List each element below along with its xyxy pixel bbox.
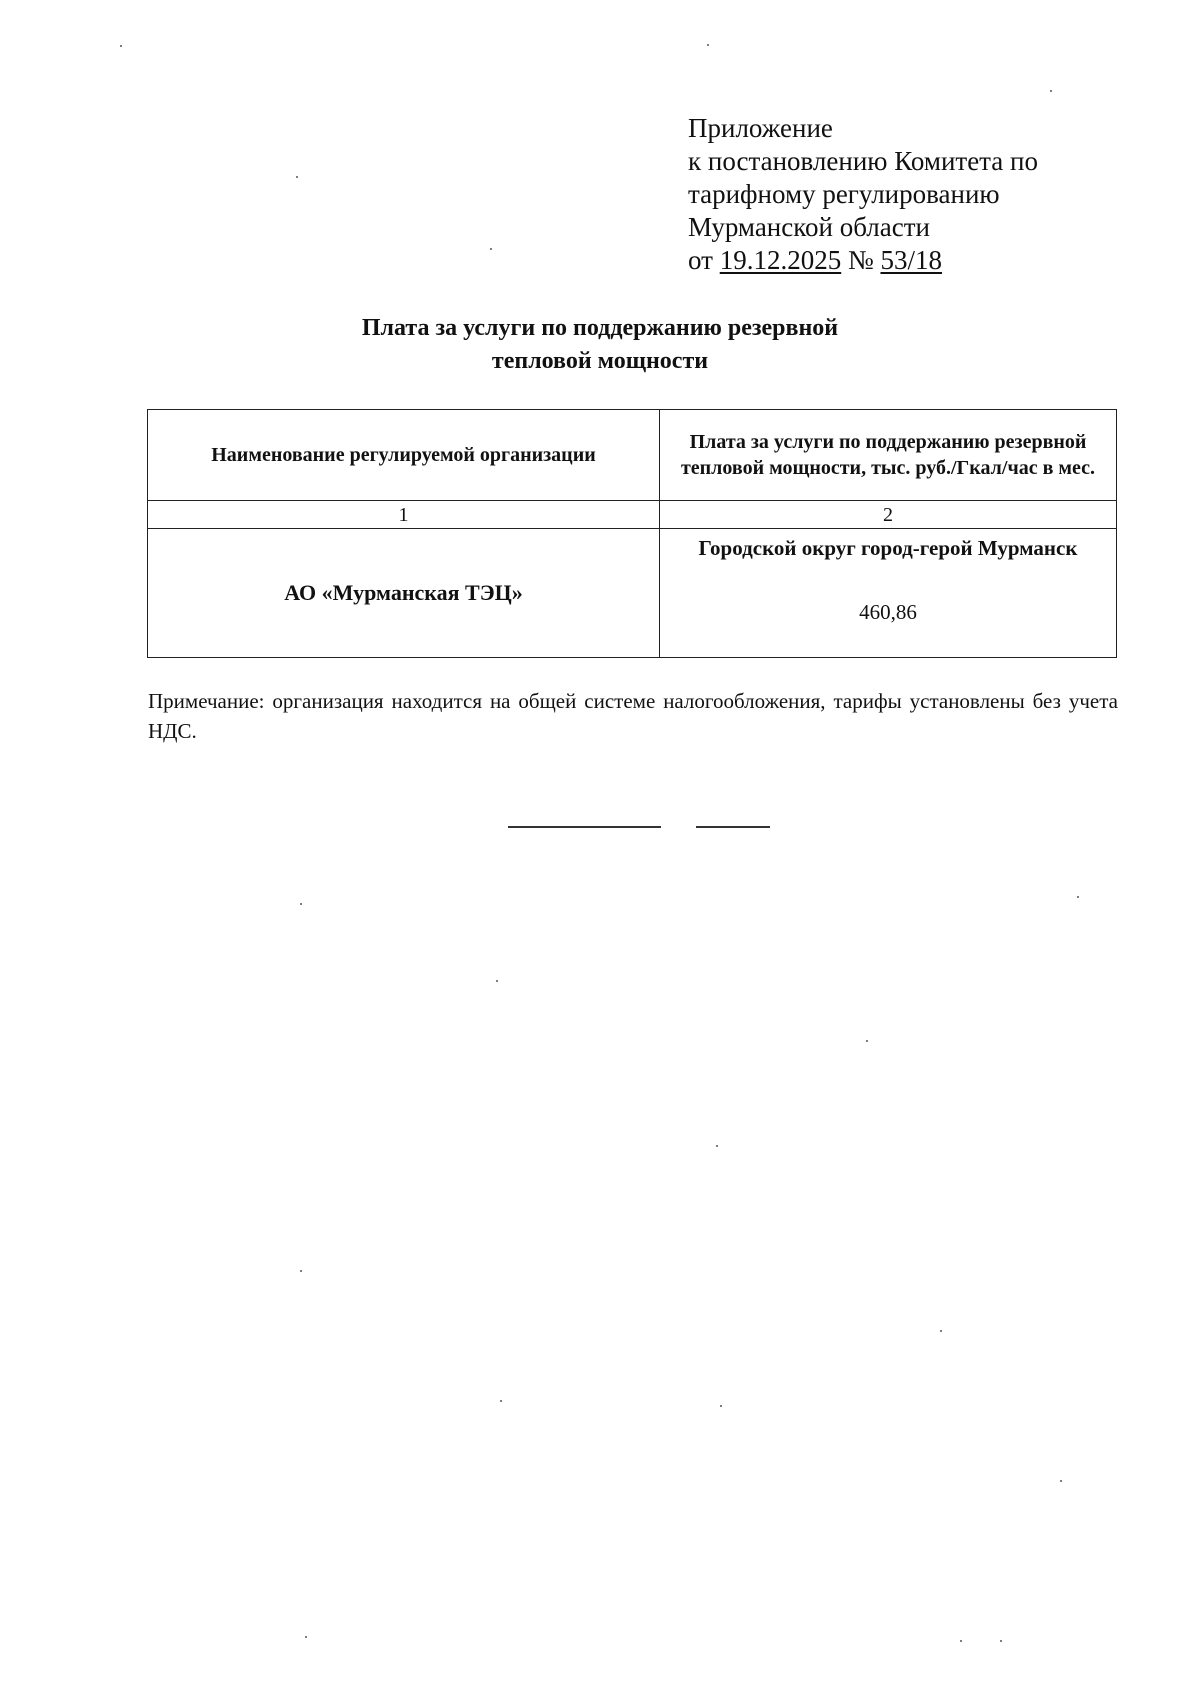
resolution-number: 53/18	[880, 245, 942, 275]
closing-divider-right	[696, 826, 770, 828]
scan-speck	[1050, 90, 1052, 92]
scan-speck	[940, 1330, 942, 1332]
appendix-line-1: Приложение	[688, 113, 833, 143]
scan-speck	[960, 1640, 962, 1642]
number-sign: №	[847, 245, 874, 275]
scan-speck	[716, 1145, 718, 1147]
title-line-2: тепловой мощности	[491, 348, 709, 374]
appendix-line-3: тарифному регулированию	[688, 179, 1000, 209]
col2-number: 2	[660, 501, 1117, 529]
scan-speck	[500, 1400, 502, 1402]
tariff-table	[147, 409, 1117, 658]
table-number-row	[148, 501, 1117, 529]
scan-speck	[496, 980, 498, 982]
date-prefix: от	[688, 245, 713, 275]
col2-header: Плата за услуги по поддержанию резервной тепловой мощности, тыс. руб./Гкал/час в мес.	[660, 410, 1117, 501]
scan-speck	[866, 1040, 868, 1042]
col1-number: 1	[148, 501, 660, 529]
scan-speck	[300, 1270, 302, 1272]
col1-header: Наименование регулируемой организации	[148, 410, 660, 501]
scan-speck	[305, 1636, 307, 1638]
scan-speck	[300, 903, 302, 905]
scan-speck	[296, 176, 298, 178]
table-header-row	[148, 410, 1117, 501]
scan-speck	[720, 1405, 722, 1407]
closing-divider-left	[508, 826, 661, 828]
appendix-line-4: Мурманской области	[688, 212, 930, 242]
document-title	[300, 312, 900, 378]
scan-speck	[1000, 1640, 1002, 1642]
tariff-value: 460,86	[660, 568, 1117, 658]
scan-speck	[707, 44, 709, 46]
note-text: Примечание: организация находится на общей системе налогообложения, тарифы установлены без учета НДС.	[148, 689, 1118, 743]
resolution-date: 19.12.2025	[719, 245, 842, 275]
scan-speck	[490, 248, 492, 250]
appendix-date-line	[688, 244, 1108, 277]
appendix-header	[688, 112, 1108, 277]
table-row	[148, 529, 1117, 568]
scan-speck	[1060, 1480, 1062, 1482]
scan-speck	[120, 45, 122, 47]
appendix-line-2: к постановлению Комитета по	[688, 146, 1038, 176]
scan-speck	[1077, 896, 1079, 898]
title-line-1: Плата за услуги по поддержанию резервной	[361, 315, 839, 341]
organization-name: АО «Мурманская ТЭЦ»	[148, 529, 660, 658]
region-name: Городской округ город-герой Мурманск	[660, 529, 1117, 568]
